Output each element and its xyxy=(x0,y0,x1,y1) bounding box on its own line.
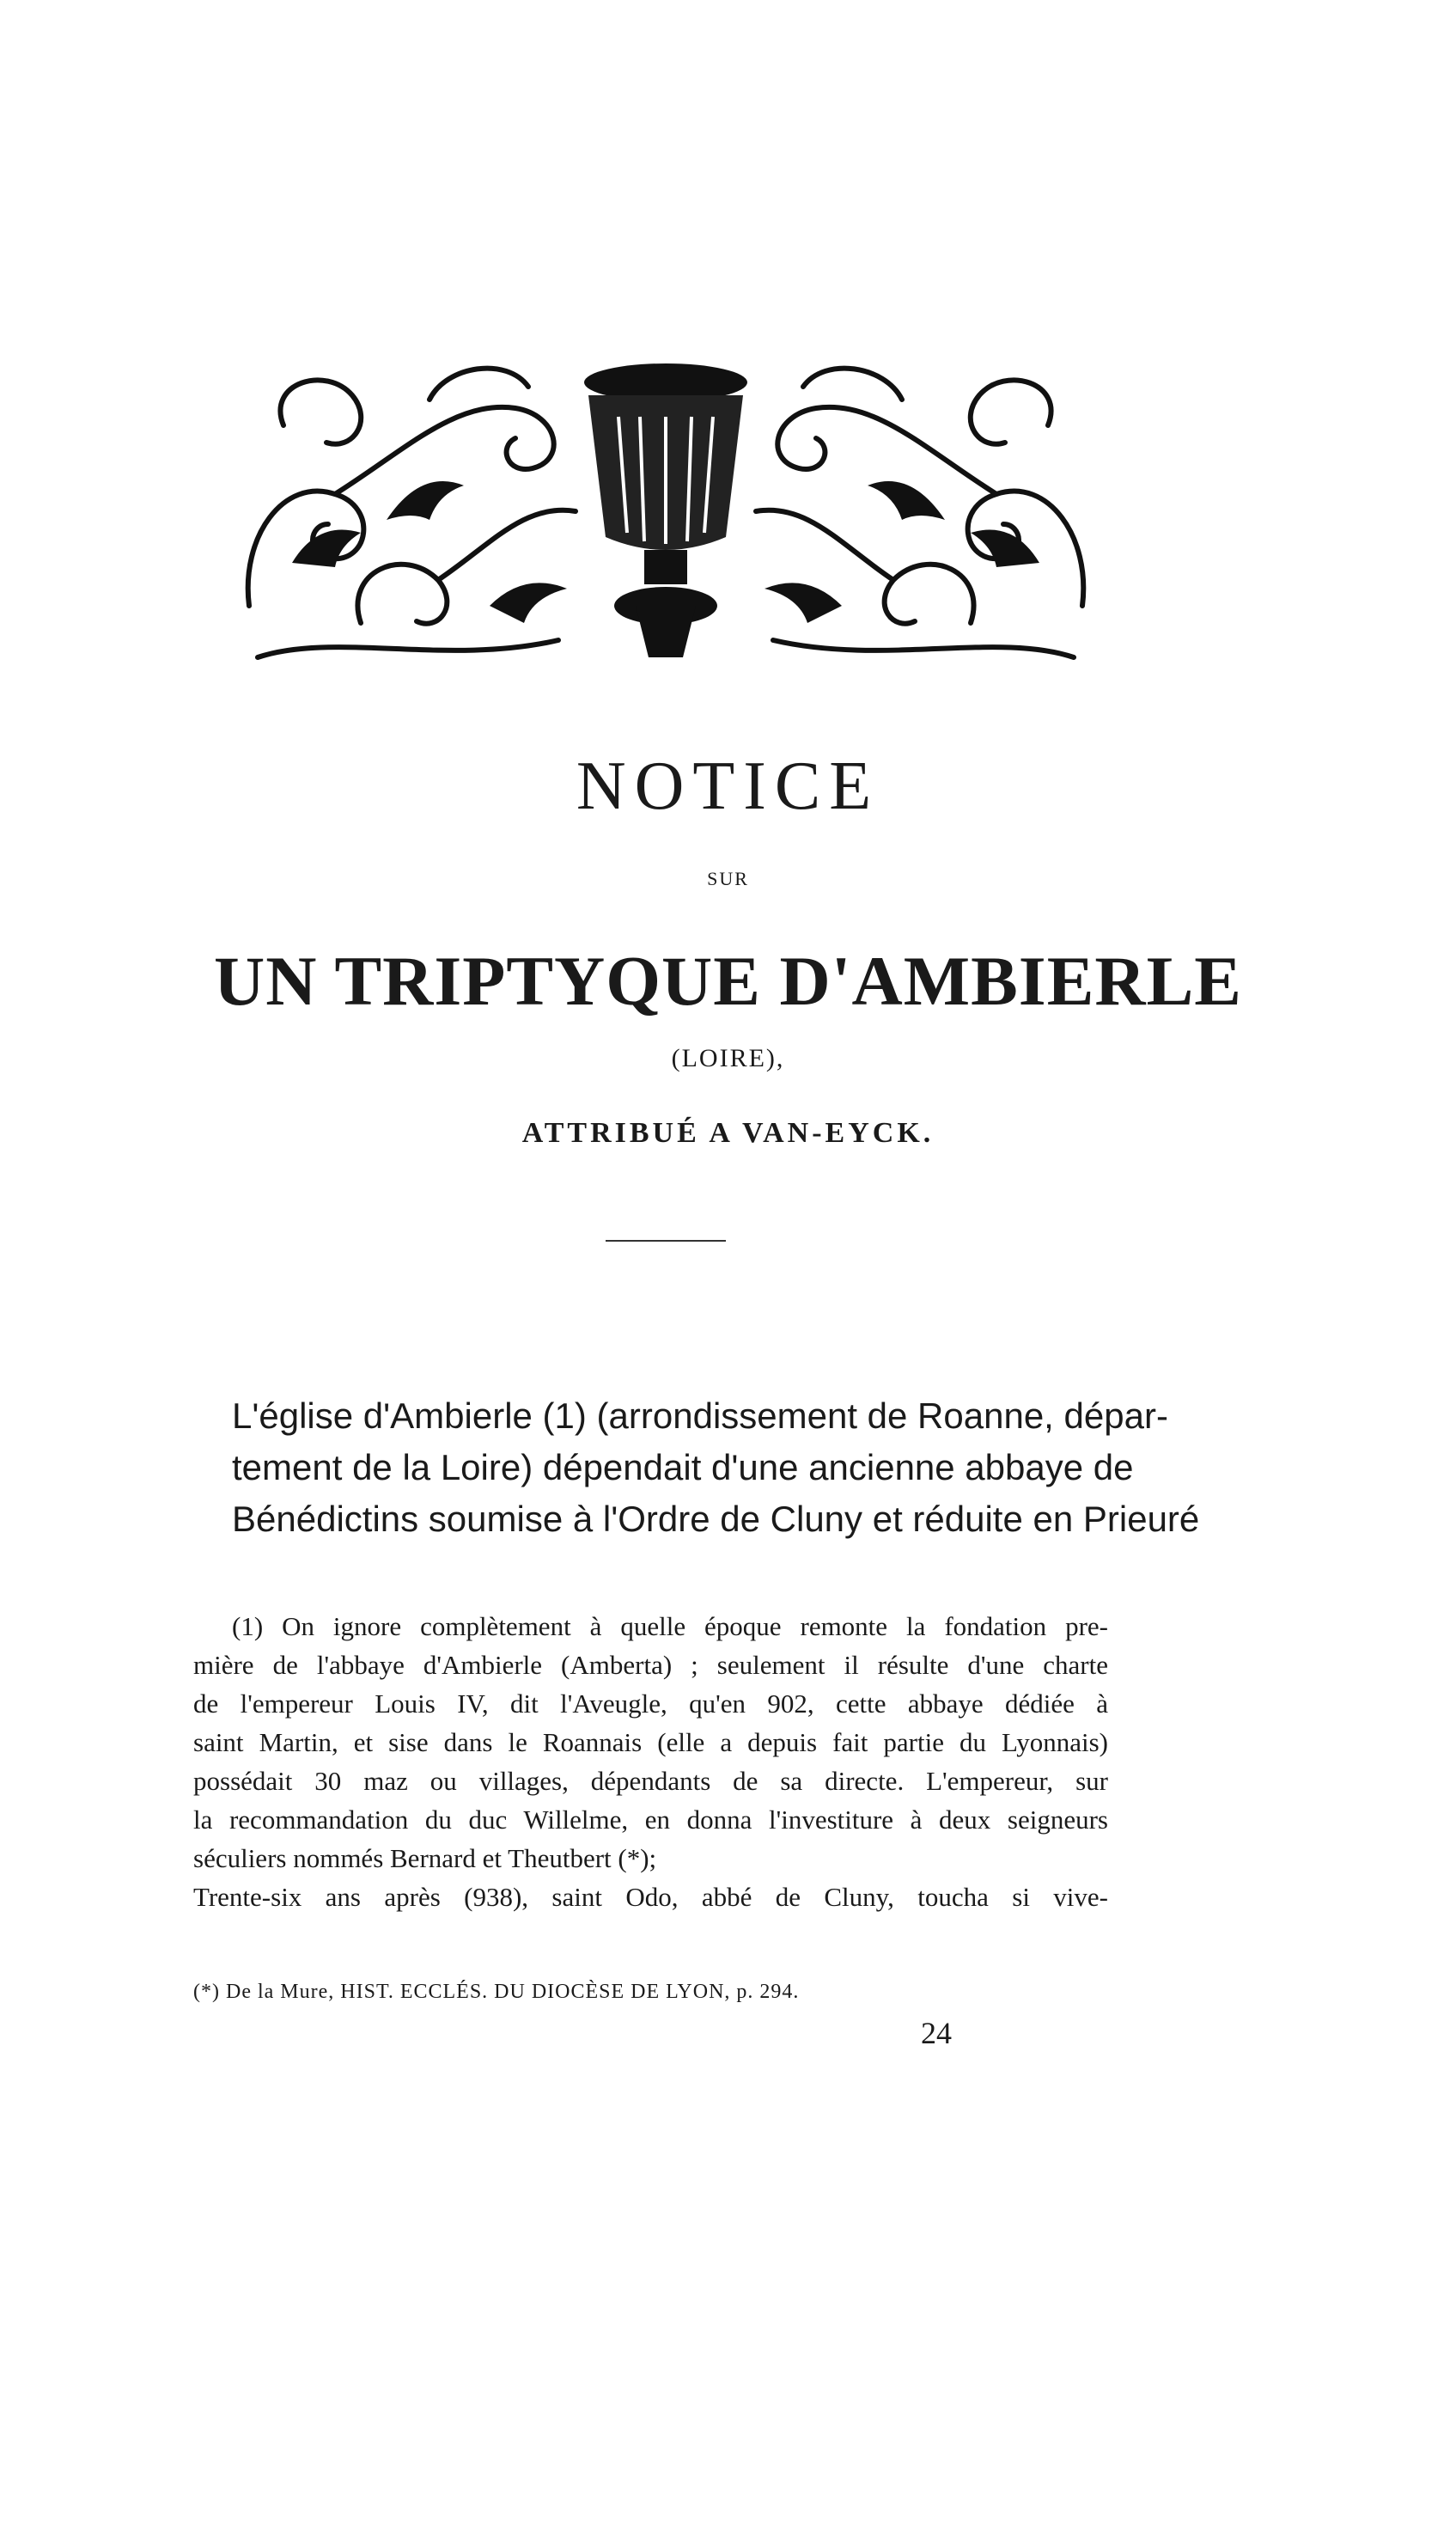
footnote-line: Trente-six ans après (938), saint Odo, abbé de Cluny, toucha si vive- xyxy=(193,1882,1108,1912)
body-line: L'église d'Ambierle (1) (arrondissement de Roanne, dépar- xyxy=(232,1395,1168,1436)
body-line: tement de la Loire) dépendait d'une ancienne abbaye de xyxy=(232,1447,1134,1487)
footnote-line: possédait 30 maz ou villages, dépendants de sa directe. L'empereur, sur xyxy=(193,1766,1108,1796)
footnote-line: la recommandation du duc Willelme, en donna l'investiture à deux seigneurs xyxy=(193,1804,1108,1835)
title-connector-sur: SUR xyxy=(707,868,749,889)
footnote-line: (1) On ignore complètement à quelle époque remonte la fondation pre- xyxy=(232,1611,1108,1641)
footnote-line: séculiers nommés Bernard et Theutbert (*); xyxy=(193,1843,657,1873)
notice-title: NOTICE xyxy=(576,748,880,824)
footnote-line: saint Martin, et sise dans le Roannais (elle a depuis fait partie du Lyonnais) xyxy=(193,1727,1108,1757)
body-line: Bénédictins soumise à l'Ordre de Cluny et réduite en Prieuré xyxy=(232,1499,1200,1539)
sub-footnote: (*) De la Mure, HIST. ECCLÉS. DU DIOCÈSE DE LYON, p. 294. xyxy=(193,1981,800,2003)
footnote xyxy=(193,1607,1108,1916)
section-rule xyxy=(606,1240,726,1242)
notice-subtitle: UN TRIPTYQUE D'AMBIERLE xyxy=(214,942,1242,1020)
attribution-line: ATTRIBUÉ A VAN-EYCK. xyxy=(521,1117,935,1149)
region-note: (LOIRE), xyxy=(671,1044,785,1072)
body-paragraph xyxy=(232,1390,1200,1545)
ornamental-headpiece xyxy=(232,348,1100,675)
footnote-line: de l'empereur Louis IV, dit l'Aveugle, qu'en 902, cette abbaye dédiée à xyxy=(193,1688,1108,1719)
page-number: 24 xyxy=(921,2016,952,2050)
footnote-line: mière de l'abbaye d'Ambierle (Amberta) ; seulement il résulte d'une charte xyxy=(193,1650,1108,1680)
